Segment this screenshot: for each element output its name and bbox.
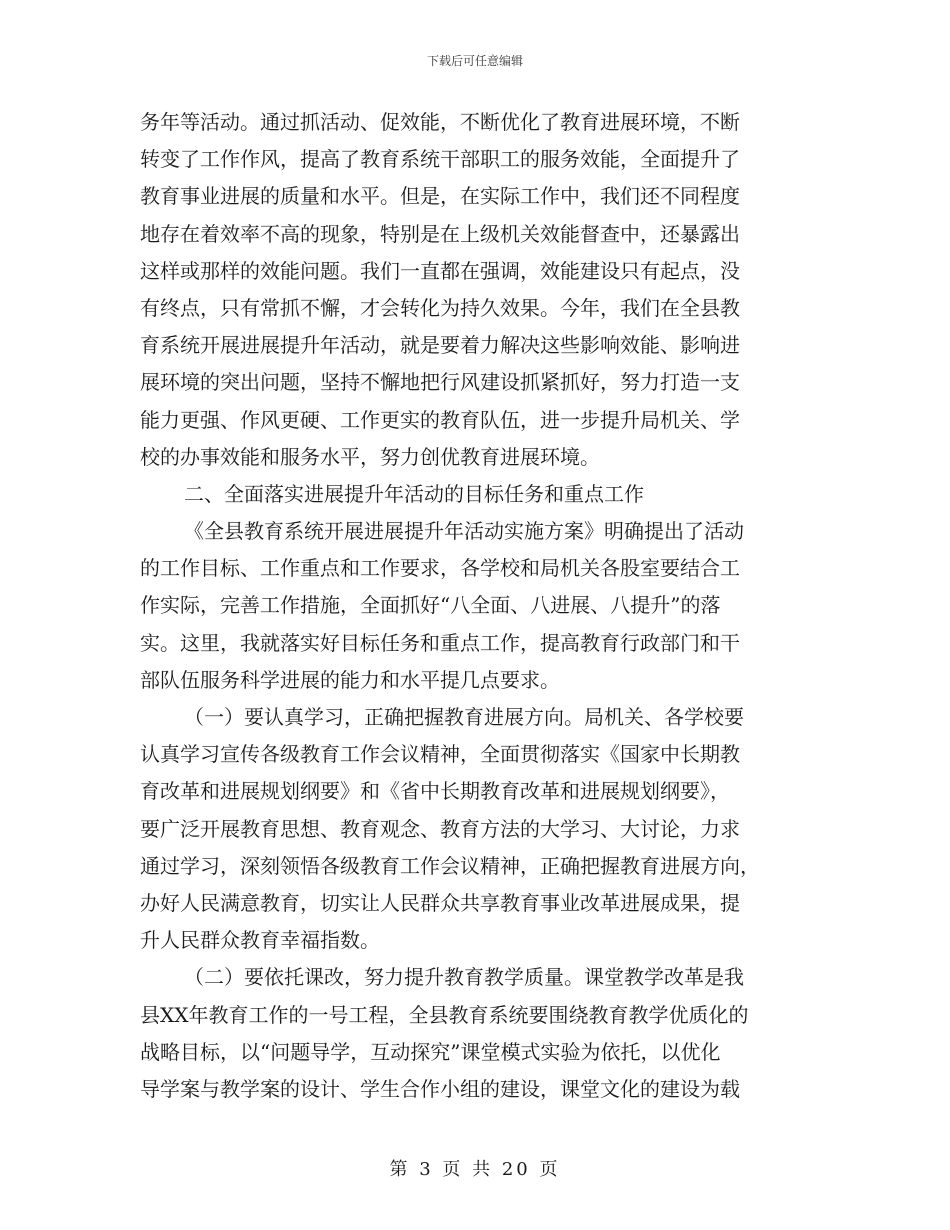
text-line: （一）要认真学习，正确把握教育进展方向。局机关、各学校要 [184, 705, 744, 729]
text-line: 转变了工作作风，提高了教育系统干部职工的服务效能，全面提升了 [140, 147, 740, 172]
text-line: 地存在着效率不高的现象，特别是在上级机关效能督查中，还暴露出 [140, 221, 740, 246]
text-line: 部队伍服务科学进展的能力和水平提几点要求。 [140, 667, 560, 692]
text-line: 育改革和进展规划纲要》和《省中长期教育改革和进展规划纲要》， [140, 779, 730, 804]
text-line: 办好人民满意教育，切实让人民群众共享教育事业改革进展成果，提 [140, 890, 740, 915]
text-line: 这样或那样的效能问题。我们一直都在强调，效能建设只有起点，没 [140, 258, 740, 283]
text-line: 通过学习，深刻领悟各级教育工作会议精神，正确把握教育进展方向， [140, 853, 760, 878]
text-line: 育系统开展进展提升年活动，就是要着力解决这些影响效能、影响进 [140, 333, 740, 358]
text-line: （二）要依托课改，努力提升教育教学质量。课堂教学改革是我 [184, 965, 744, 990]
text-line: 有终点，只有常抓不懈，才会转化为持久效果。今年，我们在全县教 [140, 295, 740, 320]
text-line: 作实际，完善工作措施，全面抓好“八全面、八进展、八提升”的落 [140, 593, 721, 618]
text-line: 校的办事效能和服务水平，努力创优教育进展环境。 [140, 444, 600, 469]
text-line: 《全县教育系统开展进展提升年活动实施方案》明确提出了活动 [184, 519, 744, 544]
text-line: 导学案与教学案的设计、学生合作小组的建设，课堂文化的建设为载 [140, 1076, 740, 1101]
text-line: 展环境的突出问题，坚持不懈地把行风建设抓紧抓好，努力打造一支 [140, 370, 740, 395]
text-line: 升人民群众教育幸福指数。 [140, 928, 380, 953]
page-header-note: 下载后可任意编辑 [426, 54, 523, 68]
text-line: 要广泛开展教育思想、教育观念、教育方法的大学习、大讨论，力求 [140, 816, 740, 841]
section-heading: 二、全面落实进展提升年活动的目标任务和重点工作 [184, 481, 644, 506]
text-line: 认真学习宣传各级教育工作会议精神，全面贯彻落实《国家中长期教 [140, 742, 740, 767]
text-line: 的工作目标、工作重点和工作要求，各学校和局机关各股室要结合工 [140, 556, 740, 581]
text-line: 县XX年教育工作的一号工程，全县教育系统要围绕教育教学优质化的 [140, 1002, 749, 1027]
text-line: 能力更强、作风更硬、工作更实的教育队伍，进一步提升局机关、学 [140, 407, 740, 432]
text-line: 务年等活动。通过抓活动、促效能，不断优化了教育进展环境，不断 [140, 110, 740, 134]
text-line: 教育事业进展的质量和水平。但是，在实际工作中，我们还不同程度 [140, 184, 740, 209]
document-body [140, 104, 810, 1108]
text-line: 战略目标，以“问题导学，互动探究”课堂模式实验为依托，以优化 [140, 1039, 721, 1064]
text-line: 实。这里，我就落实好目标任务和重点工作，提高教育行政部门和干 [140, 630, 740, 655]
page-number-footer: 第 3 页 共 20 页 [389, 1159, 561, 1180]
